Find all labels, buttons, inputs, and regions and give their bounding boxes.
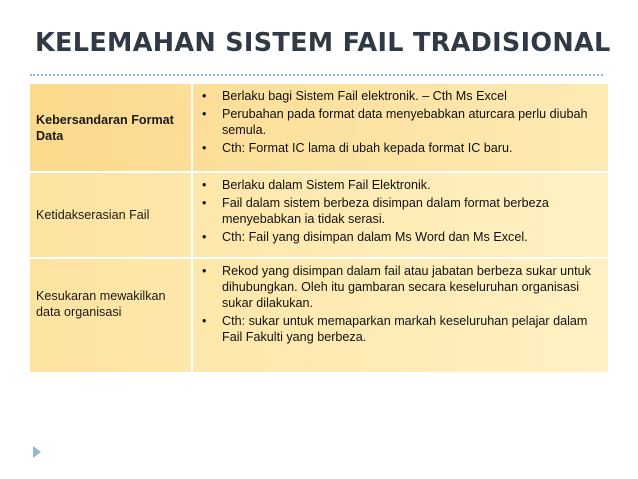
list-item-text: Cth: Format IC lama di ubah kepada format IC baru.	[222, 141, 513, 155]
comparison-table	[30, 84, 608, 372]
bullet-icon: •	[202, 196, 207, 210]
list-item-text: Fail dalam sistem berbeza disimpan dalam format berbeza menyebabkan ia tidak serasi.	[222, 196, 549, 226]
row-content	[193, 84, 608, 171]
row-label: Ketidakserasian Fail	[30, 173, 193, 257]
table-row	[30, 259, 608, 372]
bullet-list	[202, 88, 600, 156]
list-item-text: Rekod yang disimpan dalam fail atau jabatan berbeza sukar untuk dihubungkan. Oleh itu gambaran secara keseluruhan organisasi sukar dilakukan.	[222, 264, 591, 310]
bullet-icon: •	[202, 141, 207, 155]
list-item	[202, 140, 600, 156]
bullet-list	[202, 177, 600, 245]
title-divider	[30, 74, 603, 76]
list-item	[202, 229, 600, 245]
list-item-text: Berlaku bagi Sistem Fail elektronik. – Cth Ms Excel	[222, 89, 507, 103]
row-label: Kebersandaran Format Data	[30, 84, 193, 171]
list-item-text: Berlaku dalam Sistem Fail Elektronik.	[222, 178, 431, 192]
list-item-text: Cth: Fail yang disimpan dalam Ms Word dan Ms Excel.	[222, 230, 528, 244]
list-item	[202, 88, 600, 104]
table-row	[30, 173, 608, 259]
next-arrow-icon	[33, 446, 41, 458]
table-row	[30, 84, 608, 173]
bullet-icon: •	[202, 107, 207, 121]
bullet-icon: •	[202, 89, 207, 103]
bullet-icon: •	[202, 230, 207, 244]
list-item	[202, 106, 600, 138]
list-item	[202, 313, 600, 345]
bullet-icon: •	[202, 314, 207, 328]
list-item-text: Cth: sukar untuk memaparkan markah keseluruhan pelajar dalam Fail Fakulti yang berbeza.	[222, 314, 588, 344]
bullet-icon: •	[202, 264, 207, 278]
slide-title: KELEMAHAN SISTEM FAIL TRADISIONAL	[35, 28, 611, 58]
bullet-icon: •	[202, 178, 207, 192]
list-item	[202, 195, 600, 227]
list-item-text: Perubahan pada format data menyebabkan aturcara perlu diubah semula.	[222, 107, 588, 137]
list-item	[202, 263, 600, 311]
row-content	[193, 173, 608, 257]
list-item	[202, 177, 600, 193]
bullet-list	[202, 263, 600, 345]
row-label: Kesukaran mewakilkan data organisasi	[30, 259, 193, 372]
row-content	[193, 259, 608, 372]
